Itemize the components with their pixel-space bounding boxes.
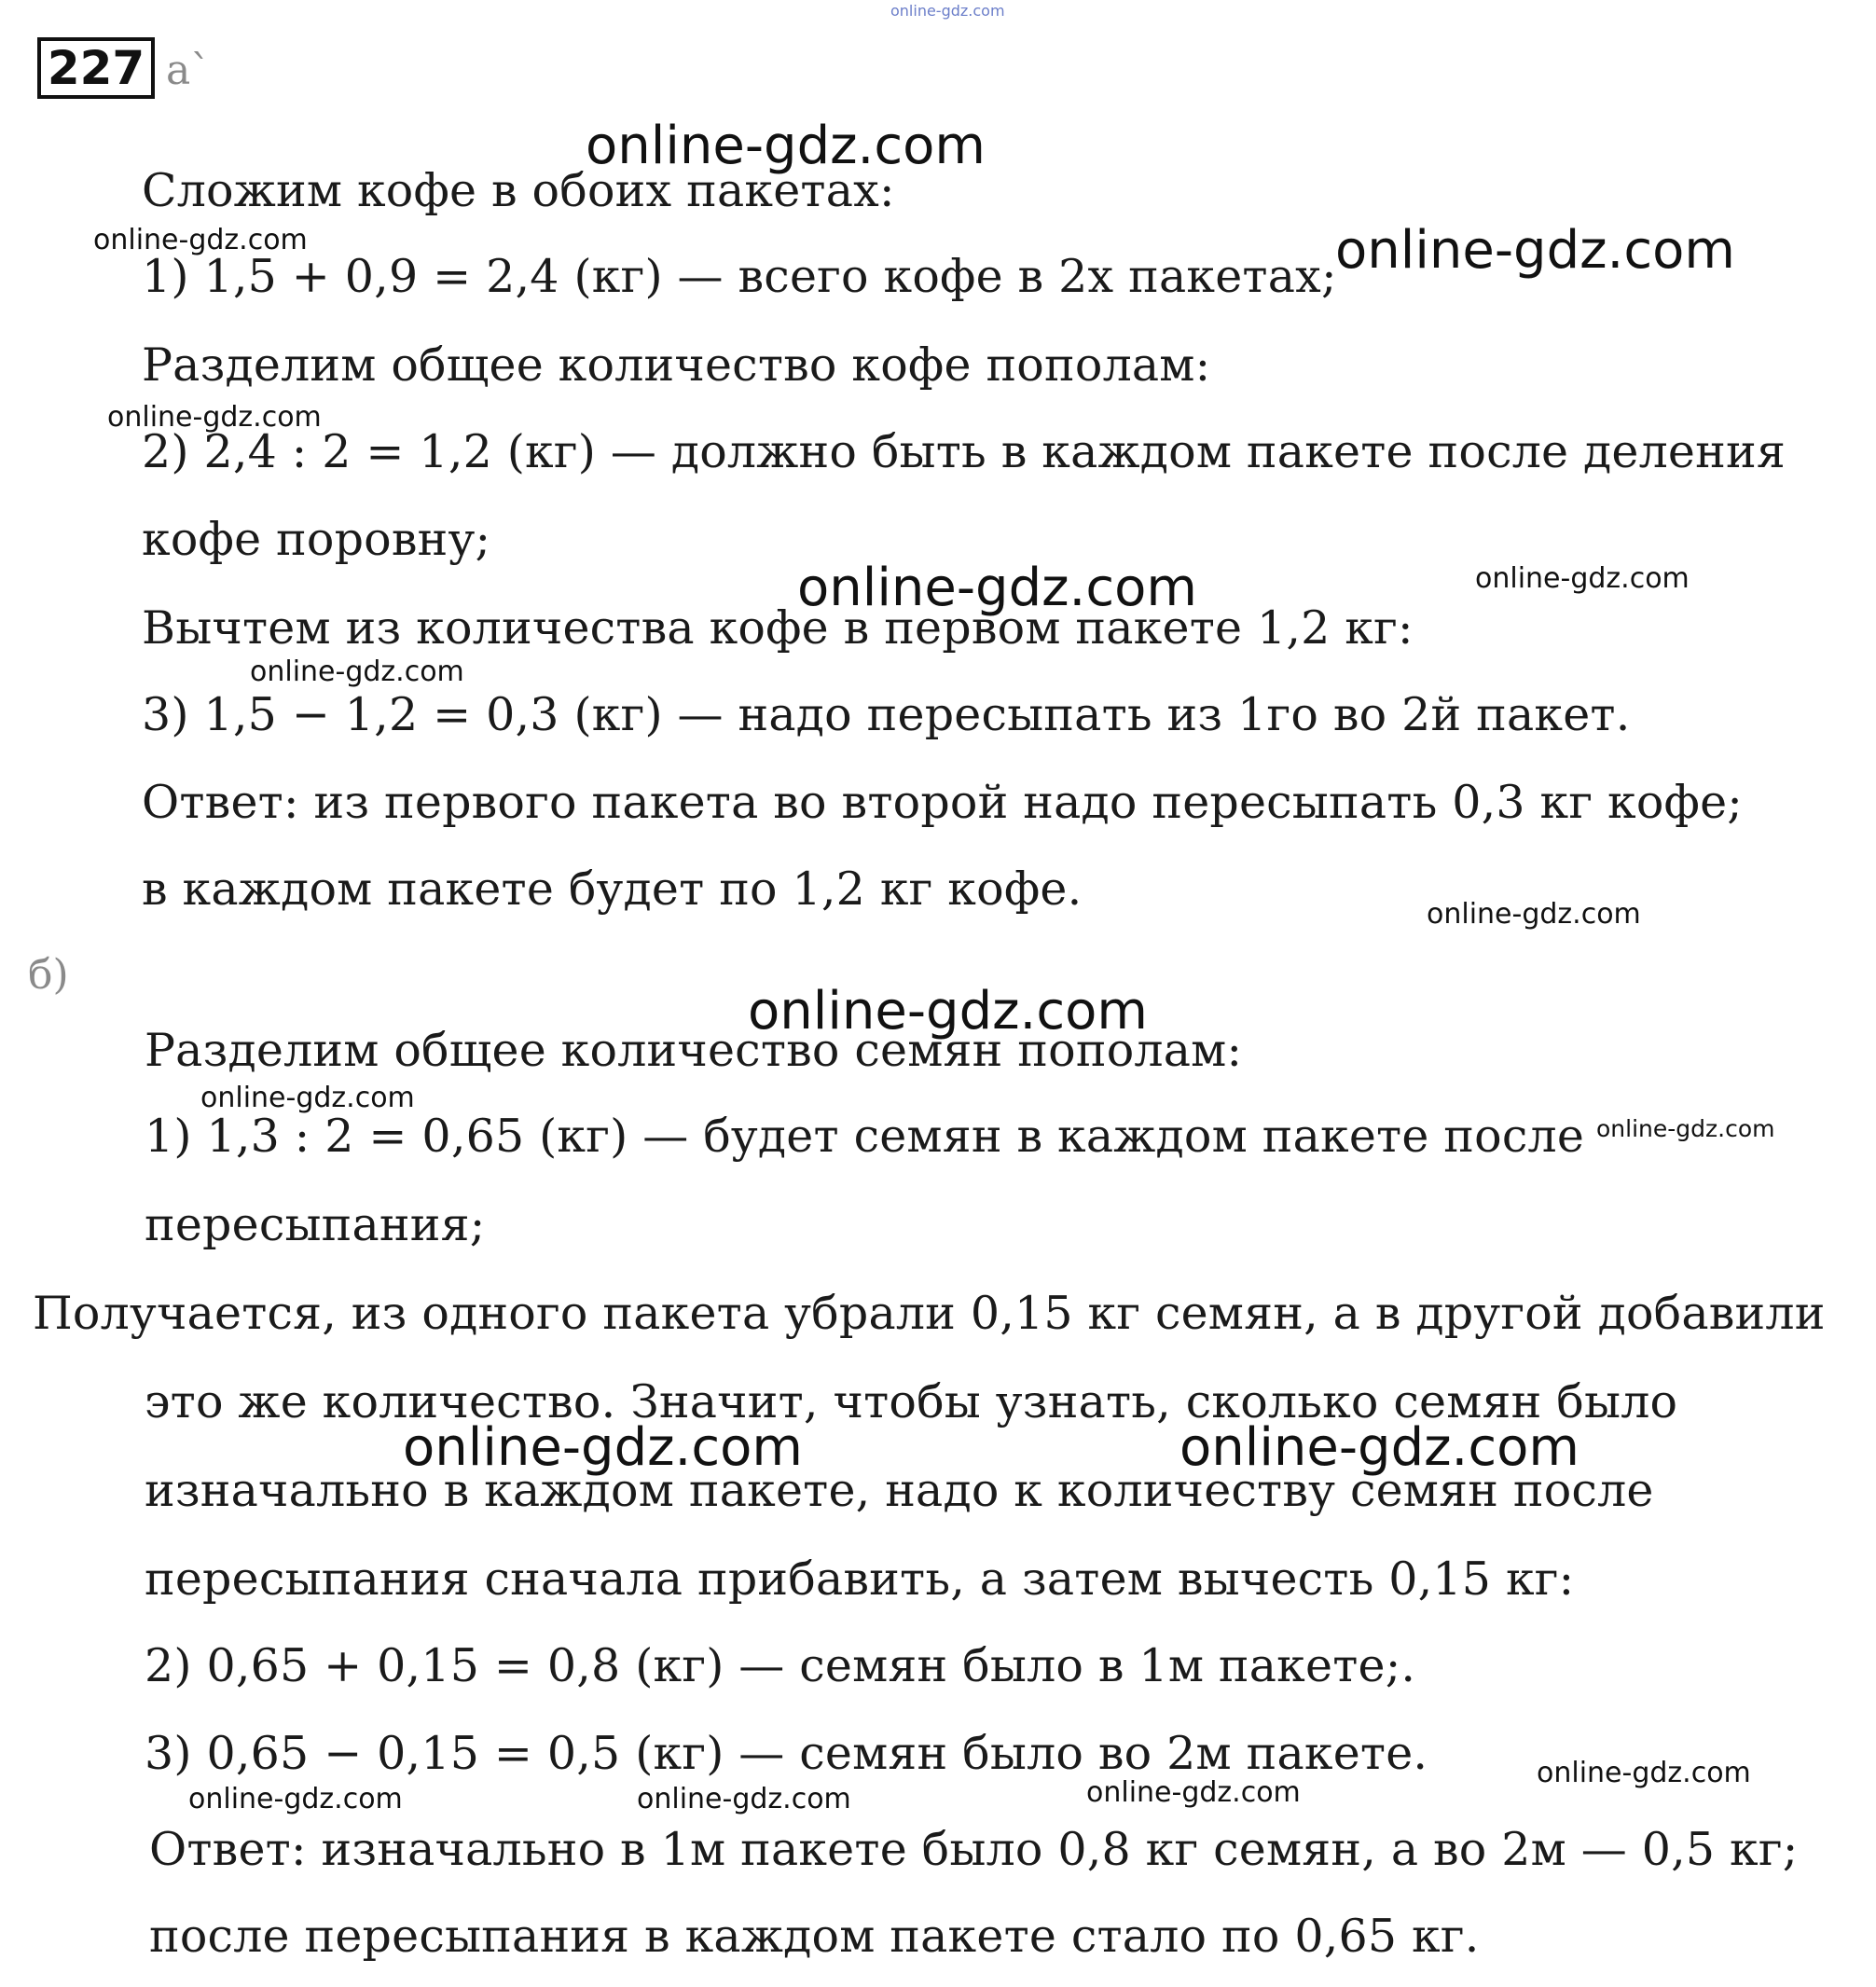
problem-number: 227 [37,37,155,99]
watermark: online-gdz.com [107,401,322,434]
part-b-line-6: изначально в каждом пакете, надо к количеству семян после [145,1464,1654,1517]
watermark: online-gdz.com [1537,1757,1751,1789]
watermark: online-gdz.com [403,1417,803,1478]
part-b-line-2: 1) 1,3 : 2 = 0,65 (кг) — будет семян в каждом пакете после [145,1110,1585,1163]
part-b-line-3: пересыпания; [145,1198,486,1251]
part-a-line-1: Сложим кофе в обоих пакетах: [142,164,895,217]
watermark: online-gdz.com [748,981,1148,1042]
watermark: online-gdz.com [1427,898,1641,931]
part-b-line-7: пересыпания сначала прибавить, а затем вычесть 0,15 кг: [145,1552,1575,1606]
part-b-line-4: Получается, из одного пакета убрали 0,15 кг семян, а в другой добавили [33,1287,1826,1340]
part-b-label: б) [28,951,69,999]
part-b-answer-2: после пересыпания в каждом пакете стало по 0,65 кг. [149,1910,1480,1963]
watermark: online-gdz.com [637,1783,851,1815]
watermark: online-gdz.com [1335,220,1735,281]
part-a-line-5: кофе поровну; [142,513,491,566]
watermark: online-gdz.com [93,224,308,256]
watermark: online-gdz.com [1086,1776,1301,1809]
watermark: online-gdz.com [1475,562,1690,595]
part-a-line-6: Вычтем из количества кофе в первом пакете 1,2 кг: [142,601,1414,655]
part-a-answer-1: Ответ: из первого пакета во второй надо пересыпать 0,3 кг кофе; [142,776,1744,829]
part-a-answer-2: в каждом пакете будет по 1,2 кг кофе. [142,862,1083,916]
part-b-line-1: Разделим общее количество семян пополам: [145,1024,1243,1077]
part-b-line-8: 2) 0,65 + 0,15 = 0,8 (кг) — семян было в 1м пакете;. [145,1639,1416,1692]
watermark: online-gdz.com [1596,1115,1775,1142]
part-a-line-3: Разделим общее количество кофе пополам: [142,338,1211,392]
part-a-line-2: 1) 1,5 + 0,9 = 2,4 (кг) — всего кофе в 2х пакетах; [142,250,1337,303]
watermark: online-gdz.com [200,1082,415,1114]
part-a-line-7: 3) 1,5 − 1,2 = 0,3 (кг) — надо пересыпать из 1го во 2й пакет. [142,688,1631,741]
watermark: online-gdz.com [797,558,1197,618]
watermark: online-gdz.com [1179,1417,1579,1478]
part-a-line-4: 2) 2,4 : 2 = 1,2 (кг) — должно быть в каждом пакете после деления [142,425,1786,478]
part-b-answer-1: Ответ: изначально в 1м пакете было 0,8 кг семян, а во 2м — 0,5 кг; [149,1823,1799,1876]
watermark: online-gdz.com [188,1783,403,1815]
part-b-line-5: это же количество. Значит, чтобы узнать, сколько семян было [145,1375,1678,1428]
watermark: online-gdz.com [586,116,986,176]
part-a-label: а` [166,47,212,94]
watermark: online-gdz.com [250,655,464,688]
part-b-line-9: 3) 0,65 − 0,15 = 0,5 (кг) — семян было во 2м пакете. [145,1727,1428,1780]
watermark-top: online-gdz.com [890,2,1005,20]
